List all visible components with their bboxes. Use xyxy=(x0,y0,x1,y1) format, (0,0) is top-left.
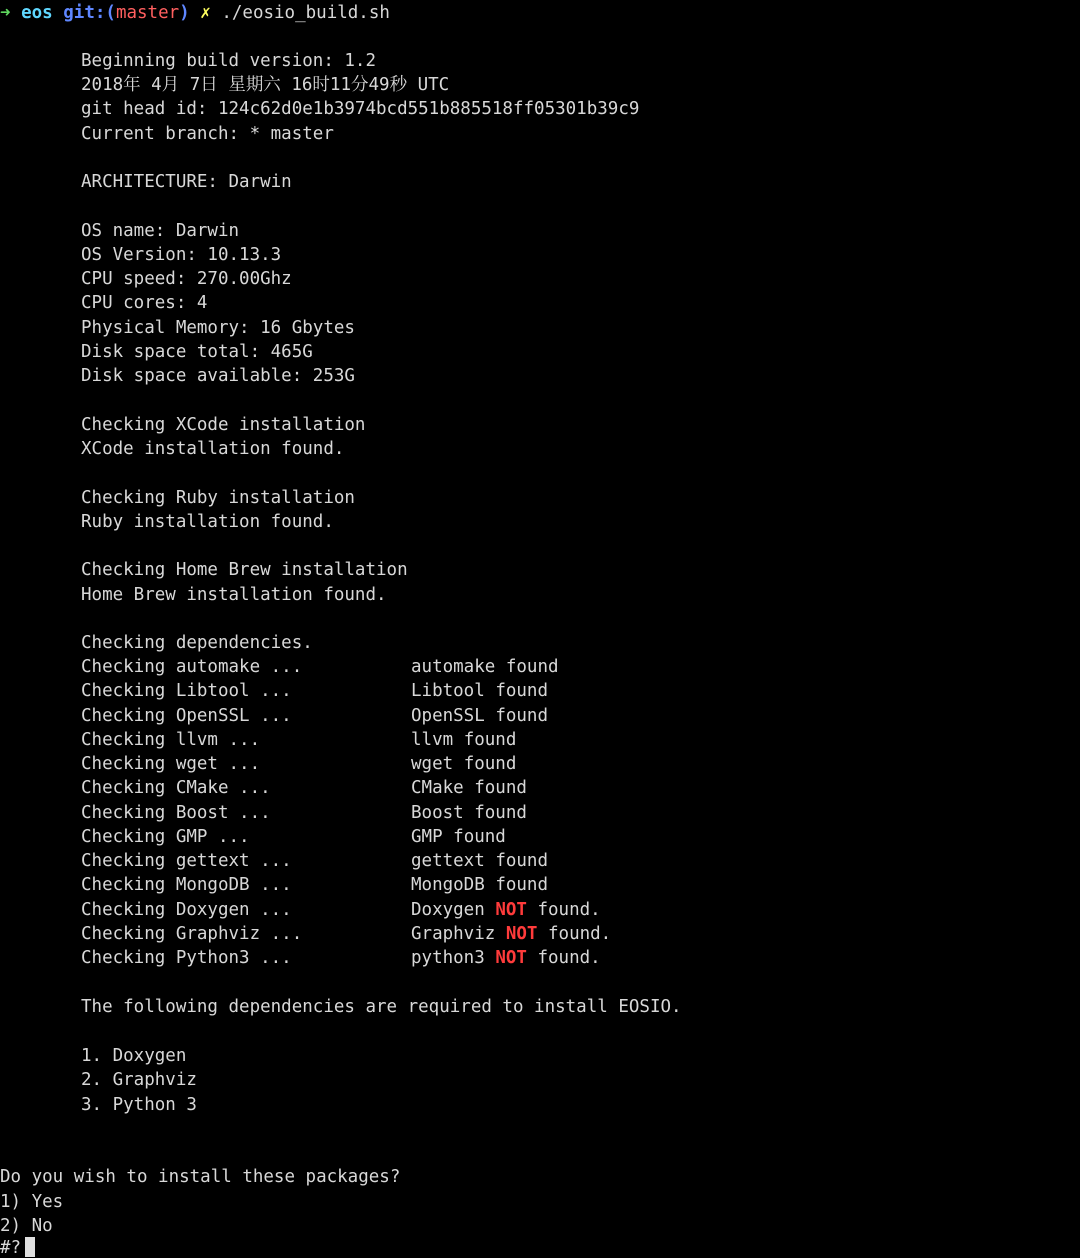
status-found: found xyxy=(495,875,548,896)
prompt-git-suffix: ) xyxy=(179,3,190,23)
prompt-dirty-icon: ✗ xyxy=(200,3,211,23)
dependency-check: Checking OpenSSL ... xyxy=(81,705,292,726)
dependency-result xyxy=(411,655,559,679)
dependency-check: Checking CMake ... xyxy=(81,778,271,799)
build-version-line: Beginning build version: 1.2 xyxy=(81,51,377,71)
dependency-name: python3 xyxy=(411,948,485,968)
dependency-check: Checking Doxygen ... xyxy=(81,899,292,920)
dependency-result xyxy=(411,849,548,873)
dependency-name: GMP xyxy=(411,826,443,847)
dependency-row xyxy=(81,752,517,776)
status-found: found xyxy=(495,851,548,871)
dependency-result xyxy=(411,728,516,752)
git-head-line: git head id: 124c62d0e1b3974bcd551b885518ff05301b39c9 xyxy=(81,99,640,119)
disk-available-line: Disk space available: 253G xyxy=(81,366,355,386)
dependency-row xyxy=(81,728,517,752)
dependency-check: Checking MongoDB ... xyxy=(81,875,292,896)
status-found-dot: found. xyxy=(537,899,601,920)
option-no: 2) No xyxy=(0,1216,53,1236)
shell-prompt-line xyxy=(0,1,390,25)
prompt-git-branch: master xyxy=(115,3,180,23)
dependency-name: llvm xyxy=(411,729,454,750)
dependency-row xyxy=(81,801,527,825)
cpu-cores-line: CPU cores: 4 xyxy=(81,293,208,313)
architecture-line: ARCHITECTURE: Darwin xyxy=(81,172,292,192)
required-item: 1. Doxygen xyxy=(81,1046,187,1066)
brew-check-line: Checking Home Brew installation xyxy=(81,560,408,580)
dependency-result xyxy=(411,704,548,728)
status-found: found xyxy=(495,681,548,702)
dependency-result xyxy=(411,873,548,897)
prompt-command: ./eosio_build.sh xyxy=(221,3,390,23)
dependency-check: Checking wget ... xyxy=(81,754,261,774)
status-found: found xyxy=(474,802,527,823)
dependency-row xyxy=(81,776,527,800)
os-version-line: OS Version: 10.13.3 xyxy=(81,245,282,265)
dependency-check: Checking automake ... xyxy=(81,657,303,677)
dependency-name: Doxygen xyxy=(411,899,485,920)
status-found-dot: found. xyxy=(537,948,601,968)
dependency-row xyxy=(81,898,601,922)
dependency-result xyxy=(411,898,601,922)
dependency-result xyxy=(411,825,506,849)
physical-memory-line: Physical Memory: 16 Gbytes xyxy=(81,318,355,338)
dependency-name: Boost xyxy=(411,802,464,823)
status-not: NOT xyxy=(495,899,527,920)
dependency-check: Checking Python3 ... xyxy=(81,948,292,968)
prompt-git-prefix: git:( xyxy=(63,3,116,23)
required-item: 3. Python 3 xyxy=(81,1095,197,1115)
dependency-row xyxy=(81,946,601,970)
dependency-row xyxy=(81,849,548,873)
required-item: 2. Graphviz xyxy=(81,1070,197,1090)
disk-total-line: Disk space total: 465G xyxy=(81,342,313,362)
dependency-row xyxy=(81,679,548,703)
dependency-check: Checking Libtool ... xyxy=(81,681,292,702)
status-found-dot: found. xyxy=(548,923,612,944)
required-dependencies-line: The following dependencies are required to install EOSIO. xyxy=(81,997,682,1017)
dependency-result xyxy=(411,801,527,825)
dependency-result xyxy=(411,752,516,776)
build-date-line: 2018年 4月 7日 星期六 16时11分49秒 UTC xyxy=(81,75,450,95)
status-not: NOT xyxy=(495,948,527,968)
dependency-check: Checking Boost ... xyxy=(81,802,271,823)
ruby-result-line: Ruby installation found. xyxy=(81,512,334,532)
dependency-result xyxy=(411,776,527,800)
dependency-name: Graphviz xyxy=(411,923,496,944)
dependency-name: MongoDB xyxy=(411,875,485,896)
prompt-directory: eos xyxy=(21,3,53,23)
install-question: Do you wish to install these packages? xyxy=(0,1167,401,1187)
dependency-name: CMake xyxy=(411,778,464,799)
terminal-cursor[interactable] xyxy=(25,1237,35,1257)
dependency-name: gettext xyxy=(411,851,485,871)
status-found: found xyxy=(495,705,548,726)
select-prompt: #? xyxy=(0,1238,22,1258)
dependency-check: Checking gettext ... xyxy=(81,851,292,871)
status-found: found xyxy=(463,754,517,774)
dependency-row xyxy=(81,873,548,897)
ruby-check-line: Checking Ruby installation xyxy=(81,488,355,508)
cpu-speed-line: CPU speed: 270.00Ghz xyxy=(81,269,292,289)
dependency-name: OpenSSL xyxy=(411,705,485,726)
dependencies-header: Checking dependencies. xyxy=(81,633,313,653)
status-found: found xyxy=(505,657,559,677)
select-prompt-line[interactable] xyxy=(0,1236,35,1258)
status-found: found xyxy=(474,778,527,799)
status-not: NOT xyxy=(505,923,538,944)
dependency-check: Checking GMP ... xyxy=(81,826,250,847)
dependency-result xyxy=(411,922,611,946)
option-yes: 1) Yes xyxy=(0,1192,64,1212)
xcode-check-line: Checking XCode installation xyxy=(81,415,366,435)
dependency-result xyxy=(411,946,601,970)
brew-result-line: Home Brew installation found. xyxy=(81,585,387,605)
dependency-row xyxy=(81,922,612,946)
dependency-row xyxy=(81,655,559,679)
prompt-arrow-icon: ➜ xyxy=(0,3,11,23)
os-name-line: OS name: Darwin xyxy=(81,221,240,241)
dependency-check: Checking llvm ... xyxy=(81,729,261,750)
status-found: found xyxy=(463,729,517,750)
status-found: found xyxy=(453,826,506,847)
dependency-check: Checking Graphviz ... xyxy=(81,923,303,944)
dependency-name: Libtool xyxy=(411,681,485,702)
dependency-result xyxy=(411,679,548,703)
current-branch-line: Current branch: * master xyxy=(81,124,334,144)
xcode-result-line: XCode installation found. xyxy=(81,439,345,459)
dependency-row xyxy=(81,825,506,849)
dependency-name: automake xyxy=(411,657,496,677)
dependency-name: wget xyxy=(411,754,454,774)
dependency-row xyxy=(81,704,548,728)
